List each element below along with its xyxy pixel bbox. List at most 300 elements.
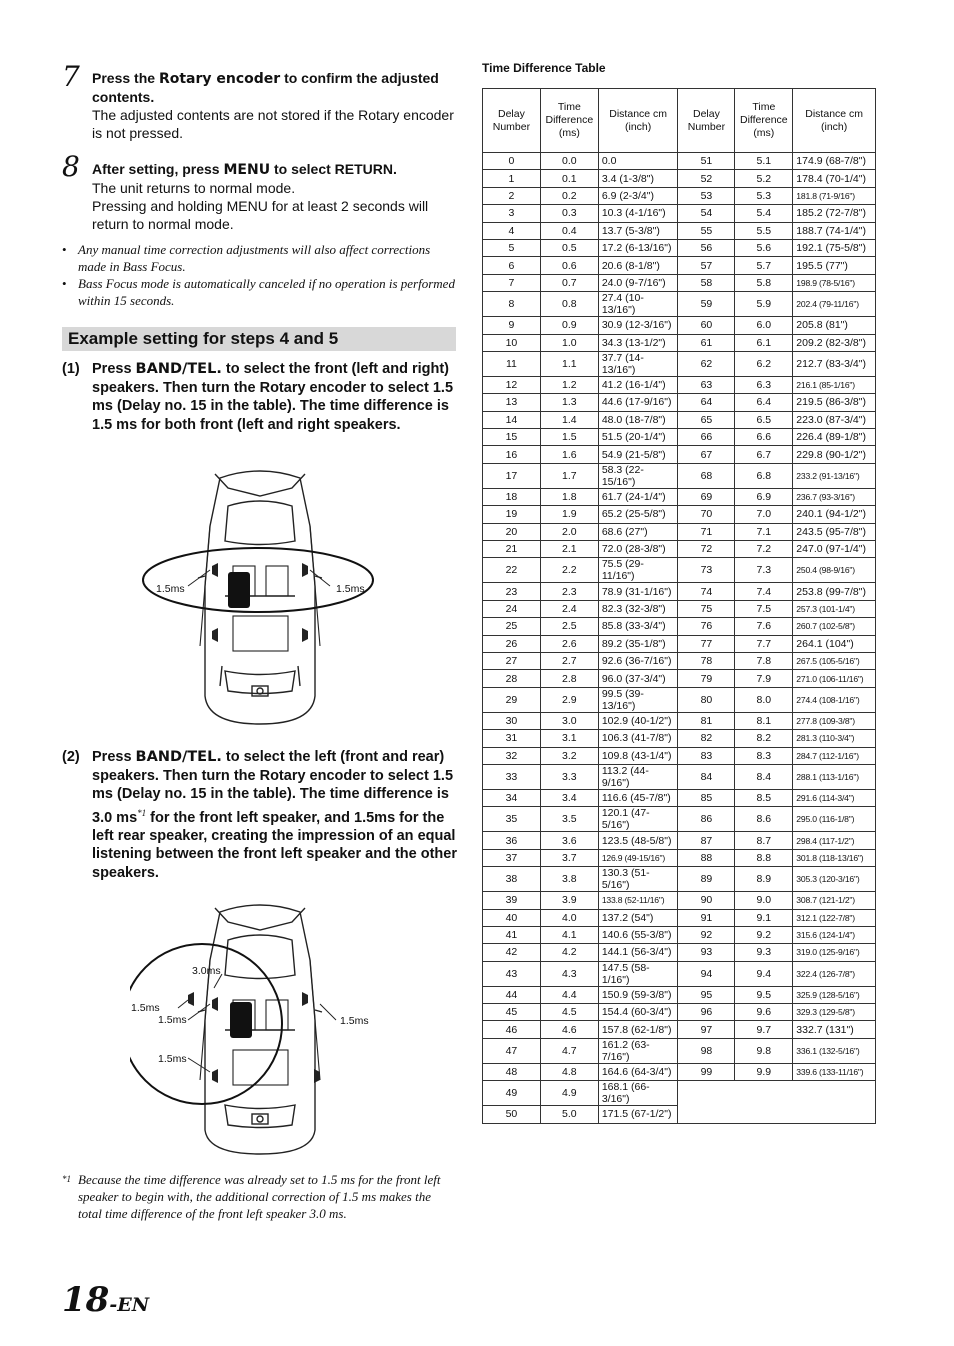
delay-number-cell: 20 — [483, 523, 541, 540]
distance-cell: 295.0 (116-1/8") — [793, 807, 876, 832]
delay-number-cell: 90 — [678, 892, 735, 909]
time-difference-cell: 3.7 — [540, 849, 598, 866]
speaker-icon — [212, 563, 218, 577]
distance-cell: 216.1 (85-1/16") — [793, 376, 876, 393]
time-difference-cell: 8.9 — [735, 867, 793, 892]
table-row — [483, 463, 876, 488]
time-difference-cell: 0.4 — [540, 222, 598, 239]
distance-cell: 106.3 (41-7/8") — [598, 730, 678, 747]
table-row — [483, 488, 876, 505]
distance-cell: 78.9 (31-1/16") — [598, 583, 678, 600]
time-difference-cell: 6.4 — [735, 394, 793, 411]
time-difference-cell: 4.4 — [540, 986, 598, 1003]
table-row — [483, 730, 876, 747]
table-row — [483, 635, 876, 652]
time-difference-cell: 1.8 — [540, 488, 598, 505]
distance-cell: 168.1 (66-3/16") — [598, 1081, 678, 1106]
time-difference-cell: 0.3 — [540, 205, 598, 222]
time-difference-cell: 9.6 — [735, 1004, 793, 1021]
distance-cell: 164.6 (64-3/4") — [598, 1063, 678, 1080]
distance-cell: 288.1 (113-1/16") — [793, 764, 876, 789]
delay-number-cell: 82 — [678, 730, 735, 747]
distance-cell: 113.2 (44-9/16") — [598, 764, 678, 789]
time-difference-cell: 2.7 — [540, 652, 598, 669]
time-difference-cell: 6.6 — [735, 429, 793, 446]
step-7 — [92, 69, 462, 142]
table-row — [483, 541, 876, 558]
delay-number-cell: 91 — [678, 909, 735, 926]
time-difference-cell: 5.4 — [735, 205, 793, 222]
distance-cell: 27.4 (10-13/16") — [598, 292, 678, 317]
delay-number-cell: 85 — [678, 789, 735, 806]
time-difference-cell: 1.6 — [540, 446, 598, 463]
delay-number-cell: 67 — [678, 446, 735, 463]
table-row — [483, 1004, 876, 1021]
delay-number-cell: 16 — [483, 446, 541, 463]
time-difference-cell: 4.6 — [540, 1021, 598, 1038]
delay-number-cell: 26 — [483, 635, 541, 652]
delay-number-cell: 70 — [678, 506, 735, 523]
time-difference-cell: 4.9 — [540, 1081, 598, 1106]
table-row — [483, 961, 876, 986]
time-difference-cell: 8.3 — [735, 747, 793, 764]
time-difference-cell: 3.4 — [540, 789, 598, 806]
delay-number-cell: 74 — [678, 583, 735, 600]
time-difference-cell: 5.5 — [735, 222, 793, 239]
time-difference-cell: 3.3 — [540, 764, 598, 789]
distance-cell: 271.0 (106-11/16") — [793, 670, 876, 687]
table-row — [483, 153, 876, 170]
table-row — [483, 523, 876, 540]
delay-number-cell: 98 — [678, 1038, 735, 1063]
delay-number-cell: 71 — [678, 523, 735, 540]
delay-number-cell: 33 — [483, 764, 541, 789]
table-row — [483, 892, 876, 909]
time-difference-cell: 7.4 — [735, 583, 793, 600]
table-row — [483, 600, 876, 617]
time-label-left-front: 1.5ms — [158, 1014, 187, 1026]
distance-cell: 240.1 (94-1/2") — [793, 506, 876, 523]
distance-cell: 61.7 (24-1/4") — [598, 488, 678, 505]
time-difference-cell: 6.5 — [735, 411, 793, 428]
delay-number-cell: 81 — [678, 712, 735, 729]
delay-number-cell: 59 — [678, 292, 735, 317]
time-difference-cell: 3.6 — [540, 832, 598, 849]
delay-number-cell: 6 — [483, 257, 541, 274]
time-difference-cell: 0.5 — [540, 239, 598, 256]
delay-number-cell: 48 — [483, 1063, 541, 1080]
table-row — [483, 222, 876, 239]
distance-cell: 195.5 (77") — [793, 257, 876, 274]
time-difference-cell: 1.1 — [540, 351, 598, 376]
delay-number-cell: 50 — [483, 1106, 541, 1123]
distance-cell: 58.3 (22-15/16") — [598, 463, 678, 488]
delay-number-cell: 39 — [483, 892, 541, 909]
delay-number-cell: 61 — [678, 334, 735, 351]
distance-cell: 41.2 (16-1/4") — [598, 376, 678, 393]
column-header: Delay Number — [483, 89, 541, 153]
distance-cell: 130.3 (51-5/16") — [598, 867, 678, 892]
distance-cell: 68.6 (27") — [598, 523, 678, 540]
delay-number-cell: 3 — [483, 205, 541, 222]
delay-number-cell: 57 — [678, 257, 735, 274]
delay-number-cell: 40 — [483, 909, 541, 926]
distance-cell: 209.2 (82-3/8") — [793, 334, 876, 351]
distance-cell: 247.0 (97-1/4") — [793, 541, 876, 558]
delay-number-cell: 18 — [483, 488, 541, 505]
time-difference-cell: 6.7 — [735, 446, 793, 463]
distance-cell: 233.2 (91-13/16") — [793, 463, 876, 488]
distance-cell: 75.5 (29-11/16") — [598, 558, 678, 583]
distance-cell: 30.9 (12-3/16") — [598, 317, 678, 334]
table-caption: Time Difference Table — [482, 61, 606, 75]
table-row — [483, 867, 876, 892]
time-difference-cell: 7.9 — [735, 670, 793, 687]
time-label-left-rear: 1.5ms — [158, 1053, 187, 1065]
time-difference-cell: 1.2 — [540, 376, 598, 393]
time-difference-cell: 9.0 — [735, 892, 793, 909]
time-difference-cell: 2.4 — [540, 600, 598, 617]
delay-number-cell: 68 — [678, 463, 735, 488]
table-row — [483, 652, 876, 669]
page-number: 18-EN — [62, 1280, 150, 1320]
distance-cell: 329.3 (129-5/8") — [793, 1004, 876, 1021]
distance-cell: 260.7 (102-5/8") — [793, 618, 876, 635]
table-row — [483, 712, 876, 729]
time-difference-cell: 0.8 — [540, 292, 598, 317]
distance-cell: 157.8 (62-1/8") — [598, 1021, 678, 1038]
delay-number-cell: 43 — [483, 961, 541, 986]
delay-number-cell: 79 — [678, 670, 735, 687]
time-difference-cell: 9.9 — [735, 1063, 793, 1080]
table-row — [483, 849, 876, 866]
delay-number-cell: 95 — [678, 986, 735, 1003]
distance-cell: 150.9 (59-3/8") — [598, 986, 678, 1003]
distance-cell: 202.4 (79-11/16") — [793, 292, 876, 317]
distance-cell: 13.7 (5-3/8") — [598, 222, 678, 239]
distance-cell: 291.6 (114-3/4") — [793, 789, 876, 806]
speaker-icon — [212, 997, 218, 1011]
delay-number-cell: 87 — [678, 832, 735, 849]
time-difference-cell: 8.6 — [735, 807, 793, 832]
delay-number-cell: 64 — [678, 394, 735, 411]
delay-number-cell: 22 — [483, 558, 541, 583]
distance-cell: 188.7 (74-1/4") — [793, 222, 876, 239]
speaker-icon — [302, 563, 308, 577]
table-row — [483, 274, 876, 291]
distance-cell: 89.2 (35-1/8") — [598, 635, 678, 652]
delay-number-cell: 80 — [678, 687, 735, 712]
table-row — [483, 1081, 876, 1106]
table-row — [483, 807, 876, 832]
time-label-left-door: 1.5ms — [131, 1002, 160, 1014]
distance-cell: 205.8 (81") — [793, 317, 876, 334]
distance-cell: 174.9 (68-7/8") — [793, 153, 876, 170]
footnote: *1 Because the time difference was already set to 1.5 ms for the front left speaker to begin with, the additional correction of 1.5 ms makes the total time difference of the front left speaker 3.0 ms. — [62, 1172, 441, 1221]
time-difference-cell: 9.3 — [735, 944, 793, 961]
delay-number-cell: 19 — [483, 506, 541, 523]
step-8-instruction: After setting, press MENU to select RETURN. — [92, 161, 397, 178]
distance-cell: 144.1 (56-3/4") — [598, 944, 678, 961]
time-difference-cell: 7.7 — [735, 635, 793, 652]
delay-number-cell: 72 — [678, 541, 735, 558]
delay-number-cell: 63 — [678, 376, 735, 393]
delay-number-cell: 23 — [483, 583, 541, 600]
distance-cell: 137.2 (54") — [598, 909, 678, 926]
time-difference-cell: 5.9 — [735, 292, 793, 317]
notes — [62, 241, 457, 309]
time-difference-cell: 0.2 — [540, 187, 598, 204]
time-difference-cell: 4.8 — [540, 1063, 598, 1080]
delay-number-cell: 9 — [483, 317, 541, 334]
delay-number-cell: 89 — [678, 867, 735, 892]
time-label-right-front: 1.5ms — [340, 1015, 369, 1027]
time-difference-cell: 8.4 — [735, 764, 793, 789]
table-row — [483, 944, 876, 961]
distance-cell: 92.6 (36-7/16") — [598, 652, 678, 669]
time-difference-cell: 5.0 — [540, 1106, 598, 1123]
time-difference-cell: 6.3 — [735, 376, 793, 393]
distance-cell: 6.9 (2-3/4") — [598, 187, 678, 204]
delay-number-cell: 75 — [678, 600, 735, 617]
time-difference-cell: 1.4 — [540, 411, 598, 428]
table-row — [483, 292, 876, 317]
distance-cell: 312.1 (122-7/8") — [793, 909, 876, 926]
delay-number-cell: 58 — [678, 274, 735, 291]
delay-number-cell: 51 — [678, 153, 735, 170]
time-difference-cell: 8.0 — [735, 687, 793, 712]
delay-number-cell: 24 — [483, 600, 541, 617]
distance-cell: 161.2 (63-7/16") — [598, 1038, 678, 1063]
delay-number-cell: 31 — [483, 730, 541, 747]
distance-cell: 264.1 (104") — [793, 635, 876, 652]
distance-cell: 301.8 (118-13/16") — [793, 849, 876, 866]
delay-number-cell: 44 — [483, 986, 541, 1003]
note-item: • Any manual time correction adjustments will also affect corrections made in Bass Focus. — [62, 242, 431, 274]
time-difference-cell: 8.8 — [735, 849, 793, 866]
delay-number-cell: 65 — [678, 411, 735, 428]
delay-number-cell: 60 — [678, 317, 735, 334]
driver-seat — [228, 572, 250, 608]
time-difference-cell: 0.0 — [540, 153, 598, 170]
distance-cell: 281.3 (110-3/4") — [793, 730, 876, 747]
distance-cell: 277.8 (109-3/8") — [793, 712, 876, 729]
column-header: Time Difference (ms) — [735, 89, 793, 153]
time-difference-cell: 2.3 — [540, 583, 598, 600]
time-difference-cell: 3.5 — [540, 807, 598, 832]
delay-number-cell: 84 — [678, 764, 735, 789]
distance-cell: 48.0 (18-7/8") — [598, 411, 678, 428]
delay-number-cell: 35 — [483, 807, 541, 832]
delay-number-cell: 21 — [483, 541, 541, 558]
time-label-front-left: 3.0ms — [192, 965, 221, 977]
distance-cell: 181.8 (71-9/16") — [793, 187, 876, 204]
delay-number-cell: 25 — [483, 618, 541, 635]
speaker-icon — [302, 992, 308, 1006]
time-difference-cell: 7.3 — [735, 558, 793, 583]
distance-cell: 226.4 (89-1/8") — [793, 429, 876, 446]
time-difference-cell: 9.1 — [735, 909, 793, 926]
time-difference-cell: 2.2 — [540, 558, 598, 583]
time-difference-cell: 4.5 — [540, 1004, 598, 1021]
distance-cell: 116.6 (45-7/8") — [598, 789, 678, 806]
distance-cell: 336.1 (132-5/16") — [793, 1038, 876, 1063]
table-row — [483, 506, 876, 523]
note-item: • Bass Focus mode is automatically canceled if no operation is performed within 15 seconds. — [62, 276, 455, 308]
delay-number-cell: 1 — [483, 170, 541, 187]
delay-number-cell: 41 — [483, 926, 541, 943]
delay-number-cell: 55 — [678, 222, 735, 239]
step-8-detail: The unit returns to normal mode. — [92, 180, 296, 196]
time-difference-cell: 8.5 — [735, 789, 793, 806]
time-difference-cell: 2.6 — [540, 635, 598, 652]
car-diagram-left-speakers — [130, 900, 370, 1158]
distance-cell: 154.4 (60-3/4") — [598, 1004, 678, 1021]
table-row — [483, 986, 876, 1003]
time-difference-cell: 5.3 — [735, 187, 793, 204]
time-difference-cell: 1.9 — [540, 506, 598, 523]
distance-cell: 253.8 (99-7/8") — [793, 583, 876, 600]
delay-number-cell: 34 — [483, 789, 541, 806]
time-difference-cell: 8.1 — [735, 712, 793, 729]
time-difference-cell: 1.3 — [540, 394, 598, 411]
distance-cell: 85.8 (33-3/4") — [598, 618, 678, 635]
delay-number-cell: 46 — [483, 1021, 541, 1038]
table-row — [483, 1038, 876, 1063]
time-difference-cell: 7.6 — [735, 618, 793, 635]
table-row — [483, 789, 876, 806]
time-difference-cell: 2.0 — [540, 523, 598, 540]
delay-number-cell: 17 — [483, 463, 541, 488]
table-row — [483, 239, 876, 256]
distance-cell: 99.5 (39-13/16") — [598, 687, 678, 712]
distance-cell: 267.5 (105-5/16") — [793, 652, 876, 669]
time-difference-cell: 6.0 — [735, 317, 793, 334]
delay-number-cell: 88 — [678, 849, 735, 866]
time-difference-cell: 0.6 — [540, 257, 598, 274]
delay-number-cell: 37 — [483, 849, 541, 866]
distance-cell: 0.0 — [598, 153, 678, 170]
delay-number-cell: 99 — [678, 1063, 735, 1080]
distance-cell: 65.2 (25-5/8") — [598, 506, 678, 523]
table-row — [483, 317, 876, 334]
delay-number-cell: 30 — [483, 712, 541, 729]
example-2-text: (2) Press BAND/TEL. to select the left (front and rear) speakers. Then turn the Rotary encoder to select 1.5 ms (Delay no. 15 in the table). The time difference is 3.0 $ms^{*1}$ for the front left speaker, and 1.5ms for the left rear speaker, creating the impression of an equal listening between the front left speaker and the other speakers. — [62, 749, 457, 881]
table-row — [483, 429, 876, 446]
table-row — [483, 558, 876, 583]
time-difference-cell: 6.2 — [735, 351, 793, 376]
delay-number-cell: 7 — [483, 274, 541, 291]
time-difference-cell: 3.9 — [540, 892, 598, 909]
distance-cell: 243.5 (95-7/8") — [793, 523, 876, 540]
delay-number-cell: 92 — [678, 926, 735, 943]
distance-cell: 332.7 (131") — [793, 1021, 876, 1038]
step-number: 8 — [62, 150, 80, 183]
delay-number-cell: 94 — [678, 961, 735, 986]
time-difference-cell: 5.1 — [735, 153, 793, 170]
time-difference-cell: 2.1 — [540, 541, 598, 558]
distance-cell: 339.6 (133-11/16") — [793, 1063, 876, 1080]
distance-cell: 198.9 (78-5/16") — [793, 274, 876, 291]
time-difference-cell: 7.1 — [735, 523, 793, 540]
delay-number-cell: 0 — [483, 153, 541, 170]
distance-cell: 219.5 (86-3/8") — [793, 394, 876, 411]
delay-number-cell: 54 — [678, 205, 735, 222]
distance-cell: 236.7 (93-3/16") — [793, 488, 876, 505]
time-label-right: 1.5ms — [336, 583, 365, 595]
distance-cell: 72.0 (28-3/8") — [598, 541, 678, 558]
delay-number-cell: 27 — [483, 652, 541, 669]
delay-number-cell: 32 — [483, 747, 541, 764]
distance-cell: 178.4 (70-1/4") — [793, 170, 876, 187]
table-row — [483, 1063, 876, 1080]
delay-number-cell: 11 — [483, 351, 541, 376]
table-row — [483, 926, 876, 943]
time-difference-cell: 9.8 — [735, 1038, 793, 1063]
step-8-detail: Pressing and holding MENU for at least 2 seconds will return to normal mode. — [92, 198, 429, 232]
delay-number-cell: 69 — [678, 488, 735, 505]
time-difference-cell: 0.9 — [540, 317, 598, 334]
distance-cell: 325.9 (128-5/16") — [793, 986, 876, 1003]
distance-cell: 20.6 (8-1/8") — [598, 257, 678, 274]
distance-cell: 51.5 (20-1/4") — [598, 429, 678, 446]
empty-cell — [678, 1081, 876, 1123]
time-difference-cell: 3.8 — [540, 867, 598, 892]
delay-number-cell: 29 — [483, 687, 541, 712]
distance-cell: 54.9 (21-5/8") — [598, 446, 678, 463]
delay-number-cell: 14 — [483, 411, 541, 428]
delay-number-cell: 52 — [678, 170, 735, 187]
car-diagram-front-speakers — [140, 466, 380, 730]
delay-number-cell: 66 — [678, 429, 735, 446]
delay-number-cell: 13 — [483, 394, 541, 411]
distance-cell: 96.0 (37-3/4") — [598, 670, 678, 687]
distance-cell: 82.3 (32-3/8") — [598, 600, 678, 617]
time-difference-cell: 6.1 — [735, 334, 793, 351]
time-difference-cell: 9.7 — [735, 1021, 793, 1038]
time-difference-cell: 8.7 — [735, 832, 793, 849]
column-header: Delay Number — [678, 89, 735, 153]
distance-cell: 34.3 (13-1/2") — [598, 334, 678, 351]
time-difference-cell: 1.7 — [540, 463, 598, 488]
delay-number-cell: 76 — [678, 618, 735, 635]
delay-number-cell: 97 — [678, 1021, 735, 1038]
distance-cell: 109.8 (43-1/4") — [598, 747, 678, 764]
distance-cell: 284.7 (112-1/16") — [793, 747, 876, 764]
delay-number-cell: 4 — [483, 222, 541, 239]
time-difference-cell: 5.6 — [735, 239, 793, 256]
time-difference-cell: 7.8 — [735, 652, 793, 669]
delay-number-cell: 86 — [678, 807, 735, 832]
distance-cell: 102.9 (40-1/2") — [598, 712, 678, 729]
table-row — [483, 764, 876, 789]
speaker-icon — [212, 1069, 218, 1083]
time-difference-cell: 3.2 — [540, 747, 598, 764]
table-row — [483, 909, 876, 926]
table-body — [483, 153, 876, 1124]
delay-number-cell: 96 — [678, 1004, 735, 1021]
table-row — [483, 747, 876, 764]
table-row — [483, 257, 876, 274]
distance-cell: 192.1 (75-5/8") — [793, 239, 876, 256]
distance-cell: 147.5 (58-1/16") — [598, 961, 678, 986]
distance-cell: 185.2 (72-7/8") — [793, 205, 876, 222]
column-header: Distance cm (inch) — [598, 89, 678, 153]
distance-cell: 126.9 (49-15/16") — [598, 849, 678, 866]
delay-number-cell: 56 — [678, 239, 735, 256]
distance-cell: 133.8 (52-11/16") — [598, 892, 678, 909]
step-7-instruction: Press the Rotary encoder to confirm the adjusted contents. — [92, 70, 439, 105]
